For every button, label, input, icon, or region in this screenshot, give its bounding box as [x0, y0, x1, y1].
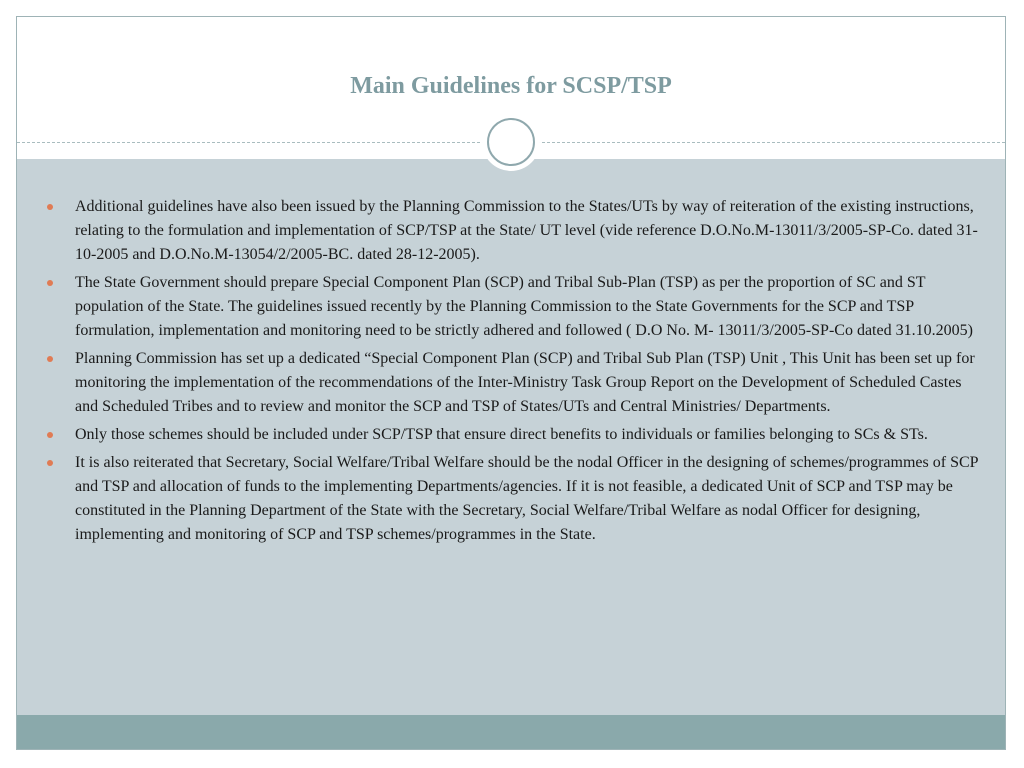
bullet-item [45, 451, 979, 547]
bullet-list [45, 195, 979, 551]
slide-title: Main Guidelines for SCSP/TSP [350, 73, 672, 99]
bullet-dot-icon [47, 460, 53, 466]
bullet-item [45, 423, 979, 447]
bullet-text: It is also reiterated that Secretary, Social Welfare/Tribal Welfare should be the nodal Officer in the designing of schemes/programmes of SCP and TSP and allocation of funds to the implementing Departments/agencies. If it is not feasible, a dedicated Unit of SCP and TSP may be constituted in the Planning Department of the State with the Secretary, Social Welfare/Tribal Welfare as nodal Officer for designing, implementing and monitoring of SCP and TSP schemes/programmes in the State. [75, 454, 978, 543]
bullet-text: Additional guidelines have also been issued by the Planning Commission to the States/UTs by way of reiteration of the existing instructions, relating to the formulation and implementation of SCP/TSP at the State/ UT level (vide reference D.O.No.M-13011/3/2005-SP-Co. dated 31-10-2005 and D.O.No.M-13054/2/2005-BC. dated 28-12-2005). [75, 198, 978, 263]
bullet-dot-icon [47, 204, 53, 210]
content-area [17, 159, 1005, 715]
circle-ornament-ring [487, 118, 535, 166]
slide [16, 16, 1006, 750]
bullet-dot-icon [47, 356, 53, 362]
bullet-text: The State Government should prepare Special Component Plan (SCP) and Tribal Sub-Plan (TSP) as per the proportion of SC and ST population of the State. The guidelines issued recently by the Planning Commission to the State Governments for the SCP and TSP formulation, implementation and monitoring need to be strictly adhered and followed ( D.O No. M- 13011/3/2005-SP-Co dated 31.10.2005) [75, 274, 973, 339]
bullet-item [45, 195, 979, 267]
bullet-dot-icon [47, 280, 53, 286]
circle-ornament-icon [482, 113, 540, 171]
bullet-item [45, 271, 979, 343]
bullet-text: Only those schemes should be included under SCP/TSP that ensure direct benefits to individuals or families belonging to SCs & STs. [75, 426, 928, 443]
bullet-item [45, 347, 979, 419]
bullet-dot-icon [47, 432, 53, 438]
footer-bar [17, 715, 1005, 750]
bullet-text: Planning Commission has set up a dedicated “Special Component Plan (SCP) and Tribal Sub Plan (TSP) Unit , This Unit has been set up for monitoring the implementation of the recommendations of the Inter-Ministry Task Group Report on the Development of Scheduled Castes and Scheduled Tribes and to review and monitor the SCP and TSP of States/UTs and Central Ministries/ Departments. [75, 350, 975, 415]
